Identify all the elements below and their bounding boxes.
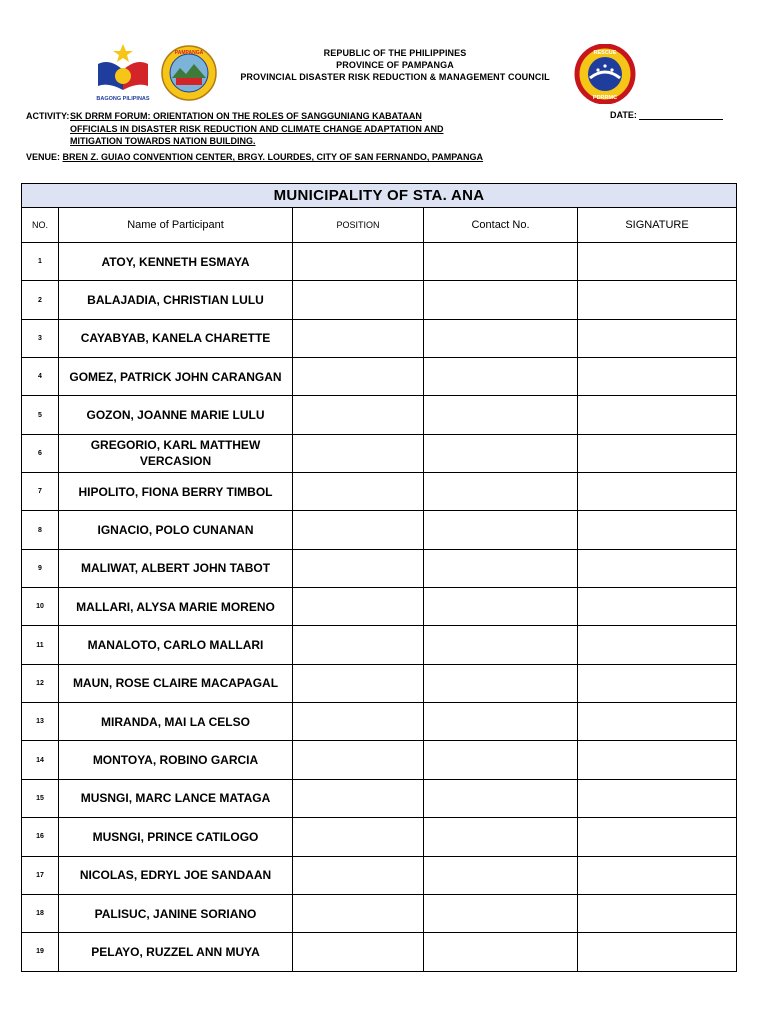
participant-name: HIPOLITO, FIONA BERRY TIMBOL — [59, 473, 293, 511]
position-cell[interactable] — [293, 856, 424, 894]
column-header-name: Name of Participant — [59, 208, 293, 243]
province-line: PROVINCE OF PAMPANGA — [336, 60, 454, 70]
row-number: 4 — [22, 358, 59, 396]
contact-cell[interactable] — [424, 434, 578, 472]
svg-text:BAGONG PILIPINAS: BAGONG PILIPINAS — [96, 96, 150, 102]
row-number: 15 — [22, 779, 59, 817]
participant-name: MUSNGI, MARC LANCE MATAGA — [59, 779, 293, 817]
position-cell[interactable] — [293, 549, 424, 587]
participant-name: GREGORIO, KARL MATTHEW VERCASION — [59, 434, 293, 472]
position-cell[interactable] — [293, 358, 424, 396]
contact-cell[interactable] — [424, 894, 578, 932]
venue-value: BREN Z. GUIAO CONVENTION CENTER, BRGY. LOURDES, CITY OF SAN FERNANDO, PAMPANGA — [62, 152, 484, 162]
position-cell[interactable] — [293, 588, 424, 626]
participant-name: NICOLAS, EDRYL JOE SANDAAN — [59, 856, 293, 894]
row-number: 14 — [22, 741, 59, 779]
republic-line: REPUBLIC OF THE PHILIPPINES — [323, 48, 467, 58]
contact-cell[interactable] — [424, 281, 578, 319]
contact-cell[interactable] — [424, 933, 578, 971]
document-header — [0, 0, 768, 180]
participant-name: IGNACIO, POLO CUNANAN — [59, 511, 293, 549]
contact-cell[interactable] — [424, 626, 578, 664]
participant-name: ATOY, KENNETH ESMAYA — [59, 243, 293, 281]
signature-cell[interactable] — [578, 703, 737, 741]
row-number: 17 — [22, 856, 59, 894]
signature-cell[interactable] — [578, 358, 737, 396]
position-cell[interactable] — [293, 818, 424, 856]
participant-name: MALLARI, ALYSA MARIE MORENO — [59, 588, 293, 626]
row-number: 2 — [22, 281, 59, 319]
venue-block — [26, 152, 483, 162]
participant-name: MANALOTO, CARLO MALLARI — [59, 626, 293, 664]
signature-cell[interactable] — [578, 933, 737, 971]
contact-cell[interactable] — [424, 473, 578, 511]
position-cell[interactable] — [293, 434, 424, 472]
table-row — [22, 396, 737, 434]
participant-name: MONTOYA, ROBINO GARCIA — [59, 741, 293, 779]
table-row — [22, 741, 737, 779]
contact-cell[interactable] — [424, 856, 578, 894]
table-row — [22, 358, 737, 396]
row-number: 11 — [22, 626, 59, 664]
table-row — [22, 664, 737, 702]
table-row — [22, 626, 737, 664]
pampanga-rescue-logo — [572, 44, 638, 104]
table-row — [22, 473, 737, 511]
activity-line-1: SK DRRM FORUM: ORIENTATION ON THE ROLES OF SANGGUNIANG KABATAAN — [70, 111, 422, 121]
activity-line-3: MITIGATION TOWARDS NATION BUILDING. — [70, 136, 256, 146]
position-cell[interactable] — [293, 664, 424, 702]
table-row — [22, 511, 737, 549]
table-row — [22, 588, 737, 626]
position-cell[interactable] — [293, 243, 424, 281]
row-number: 3 — [22, 319, 59, 357]
table-row — [22, 243, 737, 281]
council-line: PROVINCIAL DISASTER RISK REDUCTION & MANAGEMENT COUNCIL — [240, 72, 550, 82]
signature-cell[interactable] — [578, 588, 737, 626]
svg-text:RESCUE: RESCUE — [593, 50, 617, 56]
contact-cell[interactable] — [424, 818, 578, 856]
signature-cell[interactable] — [578, 626, 737, 664]
row-number: 1 — [22, 243, 59, 281]
contact-cell[interactable] — [424, 549, 578, 587]
position-cell[interactable] — [293, 281, 424, 319]
signature-cell[interactable] — [578, 281, 737, 319]
government-heading — [230, 47, 560, 83]
position-cell[interactable] — [293, 703, 424, 741]
venue-label: VENUE: — [26, 152, 61, 162]
row-number: 18 — [22, 894, 59, 932]
pampanga-seal-logo — [158, 44, 220, 102]
table-body — [22, 243, 737, 972]
contact-cell[interactable] — [424, 779, 578, 817]
contact-cell[interactable] — [424, 243, 578, 281]
table-row — [22, 856, 737, 894]
position-cell[interactable] — [293, 319, 424, 357]
table-row — [22, 933, 737, 971]
date-blank-line[interactable] — [639, 111, 723, 120]
position-cell[interactable] — [293, 933, 424, 971]
position-cell[interactable] — [293, 779, 424, 817]
municipality-title: MUNICIPALITY OF STA. ANA — [22, 184, 737, 208]
signature-cell[interactable] — [578, 434, 737, 472]
table-row — [22, 894, 737, 932]
participant-name: PELAYO, RUZZEL ANN MUYA — [59, 933, 293, 971]
row-number: 9 — [22, 549, 59, 587]
attendance-table — [21, 183, 737, 972]
signature-cell[interactable] — [578, 549, 737, 587]
row-number: 8 — [22, 511, 59, 549]
row-number: 5 — [22, 396, 59, 434]
signature-cell[interactable] — [578, 319, 737, 357]
activity-line-2: OFFICIALS IN DISASTER RISK REDUCTION AND CLIMATE CHANGE ADAPTATION AND — [70, 123, 444, 134]
column-header-contact: Contact No. — [424, 208, 578, 243]
row-number: 13 — [22, 703, 59, 741]
contact-cell[interactable] — [424, 358, 578, 396]
position-cell[interactable] — [293, 894, 424, 932]
participant-name: GOZON, JOANNE MARIE LULU — [59, 396, 293, 434]
activity-label: ACTIVITY: — [26, 111, 70, 121]
signature-cell[interactable] — [578, 894, 737, 932]
table-row — [22, 319, 737, 357]
table-row — [22, 779, 737, 817]
bagong-pilipinas-logo — [92, 42, 154, 104]
position-cell[interactable] — [293, 473, 424, 511]
contact-cell[interactable] — [424, 511, 578, 549]
position-cell[interactable] — [293, 741, 424, 779]
column-header-row — [22, 208, 737, 243]
contact-cell[interactable] — [424, 703, 578, 741]
signature-cell[interactable] — [578, 664, 737, 702]
signature-cell[interactable] — [578, 779, 737, 817]
svg-text:PDRRMC: PDRRMC — [592, 95, 618, 101]
participant-name: CAYABYAB, KANELA CHARETTE — [59, 319, 293, 357]
contact-cell[interactable] — [424, 588, 578, 626]
position-cell[interactable] — [293, 626, 424, 664]
participant-name: MUSNGI, PRINCE CATILOGO — [59, 818, 293, 856]
column-header-no: NO. — [22, 208, 59, 243]
participant-name: MALIWAT, ALBERT JOHN TABOT — [59, 549, 293, 587]
contact-cell[interactable] — [424, 319, 578, 357]
date-field — [610, 110, 723, 120]
table-row — [22, 281, 737, 319]
contact-cell[interactable] — [424, 664, 578, 702]
left-logos — [92, 42, 232, 104]
participant-name: GOMEZ, PATRICK JOHN CARANGAN — [59, 358, 293, 396]
signature-cell[interactable] — [578, 243, 737, 281]
column-header-position: POSITION — [293, 208, 424, 243]
signature-cell[interactable] — [578, 741, 737, 779]
svg-text:PAMPANGA: PAMPANGA — [174, 50, 204, 56]
row-number: 10 — [22, 588, 59, 626]
row-number: 6 — [22, 434, 59, 472]
participant-name: MIRANDA, MAI LA CELSO — [59, 703, 293, 741]
table-row — [22, 818, 737, 856]
contact-cell[interactable] — [424, 741, 578, 779]
participant-name: BALAJADIA, CHRISTIAN LULU — [59, 281, 293, 319]
row-number: 19 — [22, 933, 59, 971]
signature-cell[interactable] — [578, 818, 737, 856]
signature-cell[interactable] — [578, 511, 737, 549]
contact-cell[interactable] — [424, 396, 578, 434]
row-number: 16 — [22, 818, 59, 856]
participant-name: PALISUC, JANINE SORIANO — [59, 894, 293, 932]
column-header-signature: SIGNATURE — [578, 208, 737, 243]
row-number: 12 — [22, 664, 59, 702]
row-number: 7 — [22, 473, 59, 511]
position-cell[interactable] — [293, 511, 424, 549]
signature-cell[interactable] — [578, 856, 737, 894]
position-cell[interactable] — [293, 396, 424, 434]
participant-name: MAUN, ROSE CLAIRE MACAPAGAL — [59, 664, 293, 702]
activity-block — [26, 110, 626, 148]
table-row — [22, 549, 737, 587]
municipality-row — [22, 184, 737, 208]
table-row — [22, 703, 737, 741]
date-label: DATE: — [610, 110, 637, 120]
signature-cell[interactable] — [578, 473, 737, 511]
signature-cell[interactable] — [578, 396, 737, 434]
table-row — [22, 434, 737, 472]
